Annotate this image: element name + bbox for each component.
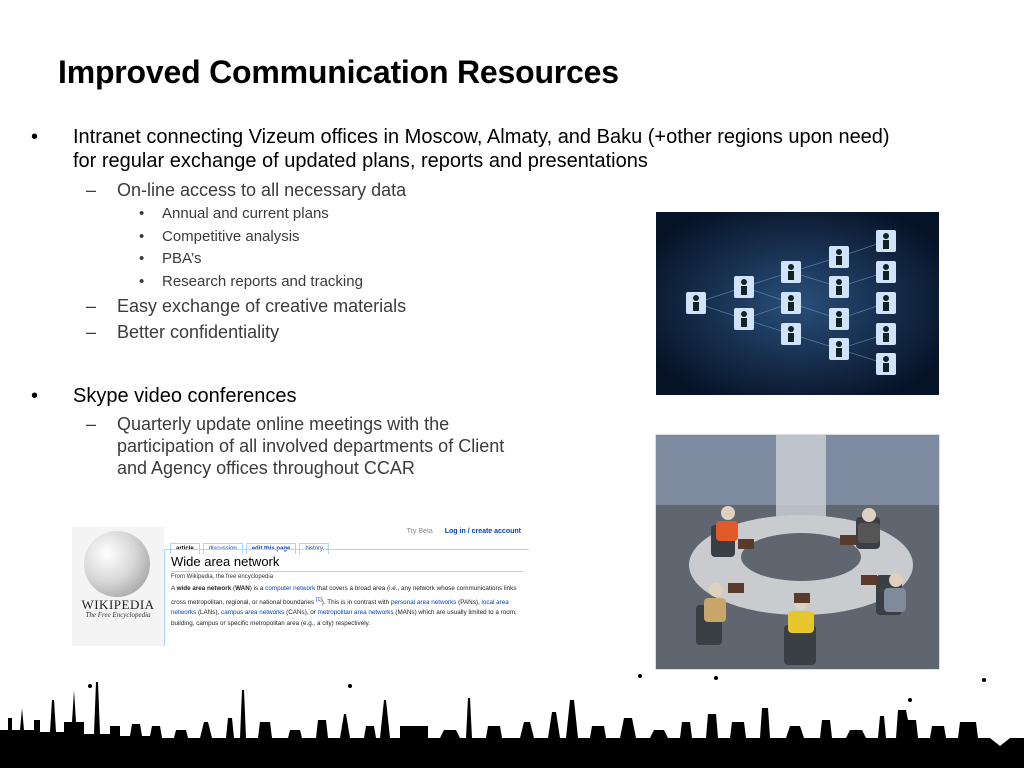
tab-history[interactable]: history	[299, 543, 329, 554]
para-text: (	[231, 585, 236, 592]
dot-marker: •	[139, 205, 145, 222]
para-bold: WAN	[235, 585, 250, 592]
para-text: (CANs), or	[284, 609, 318, 617]
para-text: ) is a	[249, 585, 266, 592]
sub-bullet-text: Quarterly update online meetings with the participation of all involved departments of Client and Agency offices throughout CCAR	[117, 414, 505, 478]
para-text: ). This is in contrast with	[321, 598, 391, 606]
sub-sub-bullet-text: Annual and current plans	[162, 205, 329, 222]
para-text: A	[171, 585, 177, 592]
wikipedia-tagline: The Free Encyclopedia	[85, 611, 151, 619]
bullet-text: Intranet connecting Vizeum offices in Moscow, Almaty, and Baku (+other regions upon need) for regular exchange of updated plans, reports and presentations	[73, 126, 890, 172]
article-content	[164, 549, 529, 646]
para-link[interactable]: metropolitan area networks	[317, 609, 394, 617]
dot-marker: •	[139, 228, 145, 245]
tab-discussion[interactable]: discussion	[203, 543, 243, 554]
sub-sub-bullet-text: PBA’s	[162, 250, 202, 267]
sub-sub-bullet-text: Research reports and tracking	[162, 273, 363, 290]
wikipedia-wordmark: WIKIPEDIA	[81, 597, 155, 612]
para-text: (LANs),	[196, 609, 222, 617]
bullet-text: Skype video conferences	[73, 385, 297, 407]
sub-bullet-text: On-line access to all necessary data	[117, 180, 407, 200]
para-text: (MANs) which are usually limited to a room, building, campus or specific metropolitan area (e.g., a city) respectively.	[171, 609, 517, 627]
bullet-marker: •	[31, 385, 39, 407]
sub-bullet-text: Easy exchange of creative materials	[117, 296, 407, 316]
slide-title: Improved Communication Resources	[58, 54, 619, 90]
para-text: (PANs),	[456, 598, 482, 606]
article-source: From Wikipedia, the free encyclopedia	[171, 574, 274, 580]
para-link[interactable]: computer network	[265, 585, 316, 592]
meeting-image	[655, 434, 940, 670]
sub-bullet-text: Better confidentiality	[117, 322, 280, 342]
para-text: that covers a broad area (i.e., any network whose communications links cross metropolitan, regional, or national boundaries	[171, 585, 517, 606]
dot-marker: •	[139, 273, 145, 290]
dash-marker: –	[86, 180, 97, 200]
para-link[interactable]: local area networks	[171, 598, 509, 617]
city-skyline-silhouette	[0, 660, 1024, 768]
tab-article[interactable]: article	[170, 543, 200, 554]
sub-sub-bullet-text: Competitive analysis	[162, 228, 300, 245]
article-paragraph	[171, 584, 523, 629]
tab-edit[interactable]: edit this page	[246, 543, 297, 554]
puzzle-globe-icon	[84, 531, 150, 597]
para-link[interactable]: personal area networks	[390, 598, 457, 606]
dot-marker: •	[139, 250, 145, 267]
article-title: Wide area network	[171, 554, 523, 572]
para-bold: wide area network	[176, 585, 232, 592]
article-tabs	[170, 537, 332, 552]
dash-marker: –	[86, 322, 97, 342]
wikipedia-logo	[72, 527, 164, 646]
dash-marker: –	[86, 414, 97, 434]
top-links	[407, 528, 521, 535]
network-image	[656, 212, 939, 395]
para-link[interactable]: campus area networks	[221, 609, 285, 617]
para-footnote[interactable]: [1]	[315, 596, 322, 603]
wikipedia-screenshot	[72, 527, 529, 646]
bullet-marker: •	[31, 126, 39, 148]
login-link[interactable]: Log in / create account	[444, 528, 521, 535]
dash-marker: –	[86, 296, 97, 316]
people-network-icon	[656, 212, 939, 395]
round-table-meeting-illustration	[656, 435, 939, 669]
try-beta-link[interactable]: Try Beta	[406, 528, 433, 535]
